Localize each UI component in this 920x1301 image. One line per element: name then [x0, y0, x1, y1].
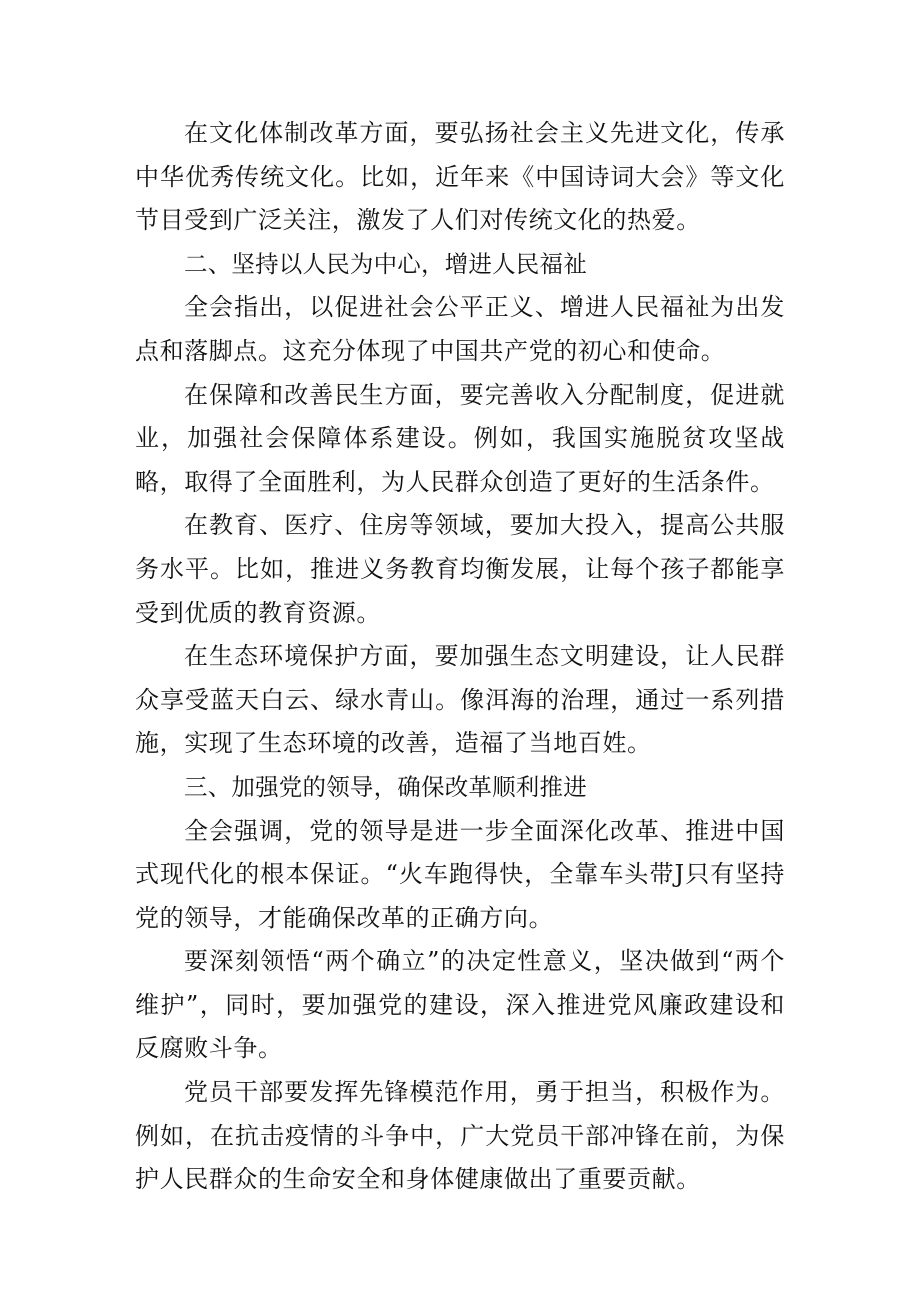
paragraph-party-members: 党员干部要发挥先锋模范作用，勇于担当，积极作为。例如，在抗击疫情的斗争中，广大党员干部冲锋在前，为保护人民群众的生命安全和身体健康做出了重要贡献。	[135, 1078, 785, 1194]
paragraph-two-establishments: 要深刻领悟“两个确立”的决定性意义，坚决做到“两个维护”，同时，要加强党的建设，深入推进党风廉政建设和反腐败斗争。	[135, 947, 785, 1063]
paragraph-culture-reform: 在文化体制改革方面，要弘扬社会主义先进文化，传承中华优秀传统文化。比如，近年来《中国诗词大会》等文化节目受到广泛关注，激发了人们对传统文化的热爱。	[135, 119, 785, 235]
paragraph-plenum-points: 全会指出，以促进社会公平正义、增进人民福祉为出发点和落脚点。这充分体现了中国共产党的初心和使命。	[135, 293, 785, 365]
paragraph-public-services: 在教育、医疗、住房等领域，要加大投入，提高公共服务水平。比如，推进义务教育均衡发展，让每个孩子都能享受到优质的教育资源。	[135, 511, 785, 627]
document-body	[135, 112, 785, 1202]
paragraph-livelihood: 在保障和改善民生方面，要完善收入分配制度，促进就业，加强社会保障体系建设。例如，我国实施脱贫攻坚战略，取得了全面胜利，为人民群众创造了更好的生活条件。	[135, 380, 785, 496]
section-heading-party-leadership: 三、加强党的领导，确保改革顺利推进	[184, 772, 587, 801]
section-heading-people-centered: 二、坚持以人民为中心，增进人民福祉	[184, 249, 587, 278]
paragraph-party-leadership: 全会强调，党的领导是进一步全面深化改革、推进中国式现代化的根本保证。“火车跑得快，全靠车头带J只有坚持党的领导，才能确保改革的正确方向。	[135, 816, 785, 932]
paragraph-ecology: 在生态环境保护方面，要加强生态文明建设，让人民群众享受蓝天白云、绿水青山。像洱海的治理，通过一系列措施，实现了生态环境的改善，造福了当地百姓。	[135, 642, 785, 758]
